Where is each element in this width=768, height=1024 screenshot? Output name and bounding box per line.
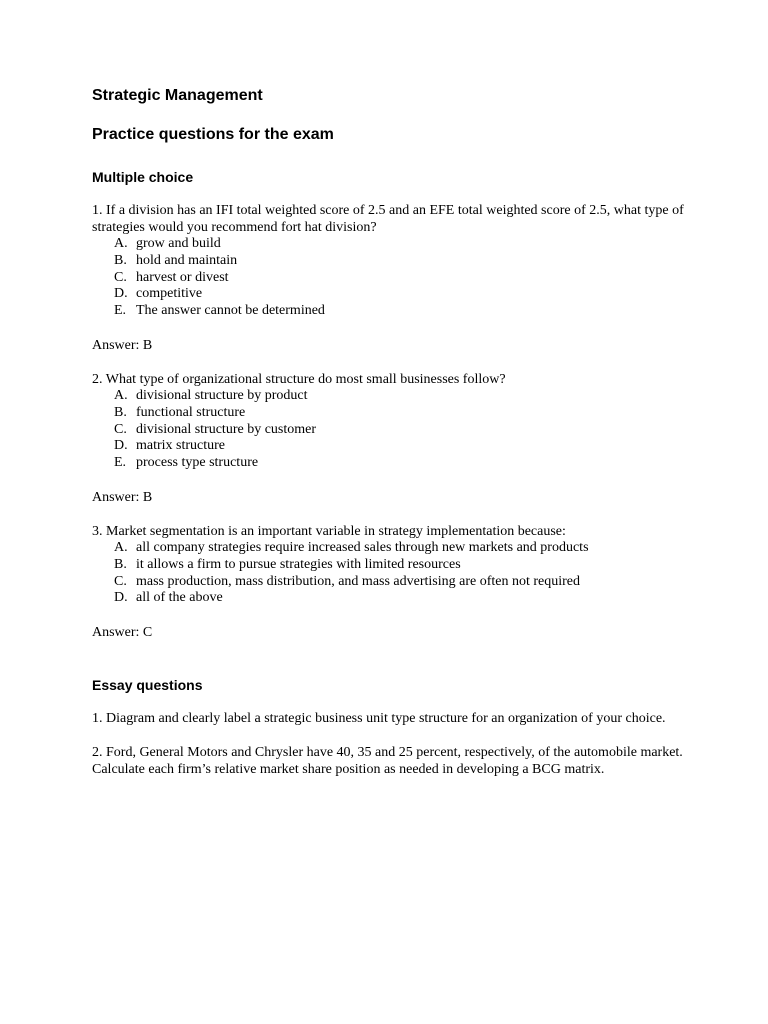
option-text: matrix structure	[136, 438, 226, 454]
option-letter: B.	[114, 252, 127, 268]
question-text: 1. If a division has an IFI total weighted score of 2.5 and an EFE total weighted score of 2.5, what type of strategies would you recommend fort hat division?	[92, 203, 684, 235]
option-b	[92, 557, 692, 574]
option-text: all company strategies require increased sales through new markets and products	[136, 539, 589, 555]
mc-question-1	[92, 202, 692, 320]
option-letter: B.	[114, 404, 127, 420]
essay-heading: Essay questions	[92, 677, 203, 694]
option-text: process type structure	[136, 455, 259, 471]
document-title: Strategic Management	[92, 87, 263, 104]
option-list	[92, 540, 692, 607]
option-text: mass production, mass distribution, and mass advertising are often not required	[136, 573, 581, 589]
document-page	[92, 85, 692, 795]
option-a	[92, 540, 692, 557]
answer-1: Answer: B	[92, 337, 153, 353]
answer-2: Answer: B	[92, 489, 153, 505]
option-d	[92, 286, 692, 303]
option-letter: B.	[114, 556, 127, 572]
option-text: competitive	[136, 286, 203, 302]
option-e	[92, 455, 692, 472]
option-text: harvest or divest	[136, 269, 229, 285]
option-letter: A.	[114, 236, 128, 251]
option-d	[92, 438, 692, 455]
option-d	[92, 590, 692, 607]
section-spacer	[92, 658, 692, 676]
option-letter: E.	[114, 455, 127, 471]
option-text: grow and build	[136, 236, 221, 251]
option-letter: A.	[114, 387, 128, 403]
question-text: 3. Market segmentation is an important variable in strategy implementation because:	[92, 523, 566, 539]
option-text: hold and maintain	[136, 252, 238, 268]
document-subtitle: Practice questions for the exam	[92, 126, 334, 143]
option-letter: D.	[114, 286, 128, 302]
option-letter: E.	[114, 303, 127, 319]
option-a	[92, 236, 692, 253]
option-text: divisional structure by customer	[136, 421, 317, 437]
option-letter: C.	[114, 269, 127, 285]
answer-3: Answer: C	[92, 625, 153, 641]
option-text: all of the above	[136, 590, 223, 606]
multiple-choice-heading: Multiple choice	[92, 169, 194, 185]
option-e	[92, 303, 692, 320]
option-letter: C.	[114, 573, 127, 589]
option-text: divisional structure by product	[136, 387, 308, 403]
option-c	[92, 422, 692, 439]
option-text: functional structure	[136, 404, 246, 420]
option-b	[92, 253, 692, 270]
essay-question-2: 2. Ford, General Motors and Chrysler have 40, 35 and 25 percent, respectively, of the automobile market. Calculate each firm’s relative market share position as needed in developing a BCG matrix.	[92, 745, 683, 778]
option-a	[92, 388, 692, 405]
question-text: 2. What type of organizational structure do most small businesses follow?	[92, 371, 506, 387]
option-list	[92, 236, 692, 320]
option-letter: D.	[114, 438, 128, 454]
option-letter: D.	[114, 590, 128, 606]
option-text: it allows a firm to pursue strategies with limited resources	[136, 556, 461, 572]
option-c	[92, 574, 692, 591]
option-text: The answer cannot be determined	[136, 303, 325, 319]
mc-question-2	[92, 371, 692, 472]
option-letter: C.	[114, 421, 127, 437]
option-letter: A.	[114, 539, 128, 555]
essay-question-1: 1. Diagram and clearly label a strategic business unit type structure for an organization of your choice.	[92, 711, 666, 727]
option-c	[92, 270, 692, 287]
option-list	[92, 388, 692, 472]
option-b	[92, 405, 692, 422]
mc-question-3	[92, 523, 692, 607]
